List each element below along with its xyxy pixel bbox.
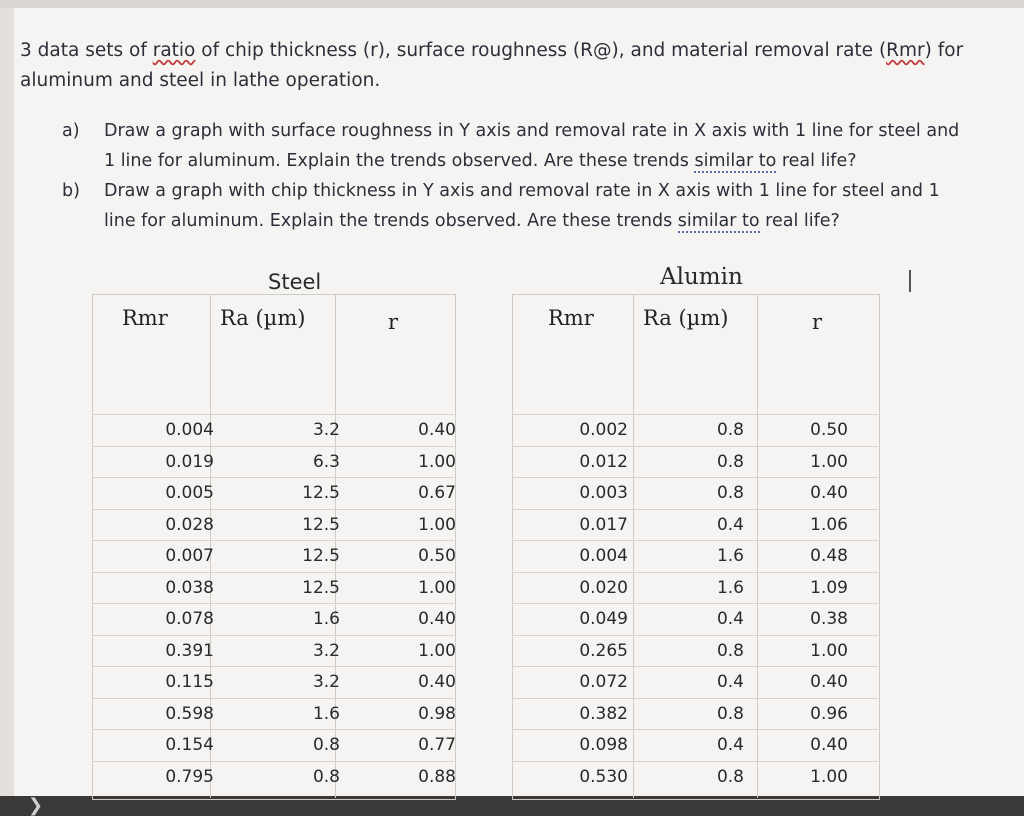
text-cursor xyxy=(909,270,911,292)
steel-cell: 3.2 xyxy=(312,640,340,661)
steel-cell: 0.007 xyxy=(165,546,214,566)
question-b-text xyxy=(104,176,1004,236)
steel-row-line xyxy=(92,509,454,510)
steel-cell: 0.8 xyxy=(312,766,340,787)
aluminum-cell: 0.4 xyxy=(716,514,744,535)
steel-cell: 12.5 xyxy=(302,514,340,535)
aluminum-cell: 0.017 xyxy=(579,514,628,535)
steel-row-line xyxy=(92,414,454,415)
steel-cell: 12.5 xyxy=(302,577,340,598)
aluminum-cell: 0.012 xyxy=(579,451,628,472)
steel-cell: 0.795 xyxy=(165,766,214,787)
steel-cell: 0.004 xyxy=(165,420,214,440)
aluminum-header-r: r xyxy=(812,310,823,334)
aluminum-row-line xyxy=(512,477,878,478)
steel-row-line xyxy=(92,446,454,447)
question-a-line-1: Draw a graph with surface roughness in Y axis and removal rate in X axis with 1 line for steel and xyxy=(104,121,960,141)
steel-cell: 1.00 xyxy=(418,451,456,472)
steel-header-rmr: Rmr xyxy=(122,306,168,330)
aluminum-cell: 0.072 xyxy=(579,672,628,692)
question-b-label: b) xyxy=(62,181,80,201)
steel-cell: 0.028 xyxy=(165,514,214,535)
intro-line-2: aluminum and steel in lathe operation. xyxy=(20,70,381,91)
left-edge xyxy=(0,8,14,800)
intro-rmr-word: Rmr xyxy=(886,40,925,61)
steel-cell: 0.8 xyxy=(312,735,340,755)
aluminum-row-line xyxy=(512,603,878,604)
steel-cell: 1.00 xyxy=(418,514,456,535)
aluminum-cell: 0.4 xyxy=(716,609,744,629)
intro-ratio-word: ratio xyxy=(152,40,196,61)
steel-cell: 6.3 xyxy=(312,451,340,472)
aluminum-cell: 0.8 xyxy=(716,766,744,787)
aluminum-cell: 0.004 xyxy=(579,546,628,566)
aluminum-table-title: Alumin xyxy=(660,264,743,290)
aluminum-row-line xyxy=(512,729,878,730)
aluminum-cell: 1.6 xyxy=(716,577,744,598)
aluminum-cell: 0.8 xyxy=(716,420,744,440)
question-b-similar-to: similar to xyxy=(677,211,760,231)
steel-cell: 0.98 xyxy=(418,703,456,724)
intro-paragraph xyxy=(20,36,1000,96)
question-a-line-2 xyxy=(104,146,1004,176)
steel-cell: 0.115 xyxy=(165,672,214,692)
aluminum-cell: 0.38 xyxy=(810,609,848,629)
question-a-text xyxy=(104,116,1004,176)
steel-cell: 12.5 xyxy=(302,546,340,566)
aluminum-cell: 0.003 xyxy=(579,483,628,503)
steel-cell: 0.154 xyxy=(165,735,214,755)
aluminum-cell: 0.098 xyxy=(579,735,628,755)
question-a-text-pre: 1 line for aluminum. Explain the trends observed. Are these trends xyxy=(104,151,695,171)
steel-cell: 0.038 xyxy=(165,577,214,598)
steel-cell: 3.2 xyxy=(312,420,340,440)
aluminum-col-divider-2 xyxy=(757,294,758,798)
steel-row-line xyxy=(92,477,454,478)
aluminum-cell: 0.8 xyxy=(716,483,744,503)
steel-cell: 0.391 xyxy=(165,640,214,661)
steel-cell: 0.50 xyxy=(418,546,456,566)
aluminum-cell: 0.4 xyxy=(716,735,744,755)
question-b-line-2 xyxy=(104,206,1004,236)
aluminum-row-line xyxy=(512,509,878,510)
aluminum-cell: 1.09 xyxy=(810,577,848,598)
steel-row-line xyxy=(92,761,454,762)
aluminum-cell: 0.40 xyxy=(810,483,848,503)
aluminum-cell: 0.8 xyxy=(716,640,744,661)
steel-row-line xyxy=(92,666,454,667)
aluminum-row-line xyxy=(512,666,878,667)
steel-cell: 1.6 xyxy=(312,703,340,724)
question-a-similar-to: similar to xyxy=(694,151,777,171)
aluminum-row-line xyxy=(512,761,878,762)
steel-cell: 12.5 xyxy=(302,483,340,503)
aluminum-cell: 0.265 xyxy=(579,640,628,661)
chevron-right-icon[interactable]: ❯ xyxy=(28,795,44,816)
steel-header-r: r xyxy=(388,310,399,334)
steel-cell: 0.77 xyxy=(418,735,456,755)
steel-cell: 1.6 xyxy=(312,609,340,629)
steel-cell: 0.88 xyxy=(418,766,456,787)
intro-text: ) for xyxy=(924,40,964,61)
question-b-text-post: real life? xyxy=(759,211,840,231)
steel-cell: 1.00 xyxy=(418,577,456,598)
steel-cell: 1.00 xyxy=(418,640,456,661)
top-bar xyxy=(0,0,1024,8)
aluminum-cell: 0.50 xyxy=(810,420,848,440)
aluminum-cell: 0.020 xyxy=(579,577,628,598)
steel-cell: 0.078 xyxy=(165,609,214,629)
aluminum-header-ra: Ra (µm) xyxy=(643,306,729,330)
question-a-text-post: real life? xyxy=(776,151,857,171)
aluminum-cell: 0.48 xyxy=(810,546,848,566)
question-b-line-1: Draw a graph with chip thickness in Y axis and removal rate in X axis with 1 line for steel and 1 xyxy=(104,181,940,201)
steel-cell: 0.005 xyxy=(165,483,214,503)
aluminum-row-line xyxy=(512,414,878,415)
steel-row-line xyxy=(92,540,454,541)
steel-row-line xyxy=(92,603,454,604)
aluminum-col-divider-1 xyxy=(633,294,634,798)
aluminum-cell: 0.002 xyxy=(579,420,628,440)
aluminum-cell: 0.049 xyxy=(579,609,628,629)
aluminum-cell: 0.8 xyxy=(716,703,744,724)
aluminum-header-rmr: Rmr xyxy=(548,306,594,330)
question-a-label: a) xyxy=(62,121,80,141)
aluminum-cell: 1.6 xyxy=(716,546,744,566)
steel-row-line xyxy=(92,572,454,573)
steel-header-ra: Ra (µm) xyxy=(220,306,306,330)
intro-text: of chip thickness (r), surface roughness (R@), and material removal rate ( xyxy=(195,40,887,61)
aluminum-cell: 0.8 xyxy=(716,451,744,472)
intro-text: 3 data sets of xyxy=(20,40,153,61)
steel-cell: 0.40 xyxy=(418,420,456,440)
aluminum-cell: 0.4 xyxy=(716,672,744,692)
steel-row-line xyxy=(92,635,454,636)
steel-cell: 0.40 xyxy=(418,672,456,692)
aluminum-cell: 1.00 xyxy=(810,451,848,472)
steel-row-line xyxy=(92,729,454,730)
intro-line-1 xyxy=(20,36,1000,66)
steel-table-title: Steel xyxy=(268,270,322,294)
steel-cell: 0.598 xyxy=(165,703,214,724)
steel-cell: 0.67 xyxy=(418,483,456,503)
aluminum-cell: 1.00 xyxy=(810,766,848,787)
aluminum-cell: 1.06 xyxy=(810,514,848,535)
aluminum-row-line xyxy=(512,446,878,447)
aluminum-cell: 0.40 xyxy=(810,735,848,755)
aluminum-row-line xyxy=(512,698,878,699)
aluminum-cell: 1.00 xyxy=(810,640,848,661)
aluminum-cell: 0.382 xyxy=(579,703,628,724)
aluminum-cell: 0.530 xyxy=(579,766,628,787)
question-b-text-pre: line for aluminum. Explain the trends observed. Are these trends xyxy=(104,211,678,231)
aluminum-cell: 0.40 xyxy=(810,672,848,692)
aluminum-row-line xyxy=(512,540,878,541)
steel-cell: 0.40 xyxy=(418,609,456,629)
aluminum-cell: 0.96 xyxy=(810,703,848,724)
steel-cell: 3.2 xyxy=(312,672,340,692)
steel-row-line xyxy=(92,698,454,699)
aluminum-row-line xyxy=(512,635,878,636)
aluminum-row-line xyxy=(512,572,878,573)
steel-cell: 0.019 xyxy=(165,451,214,472)
